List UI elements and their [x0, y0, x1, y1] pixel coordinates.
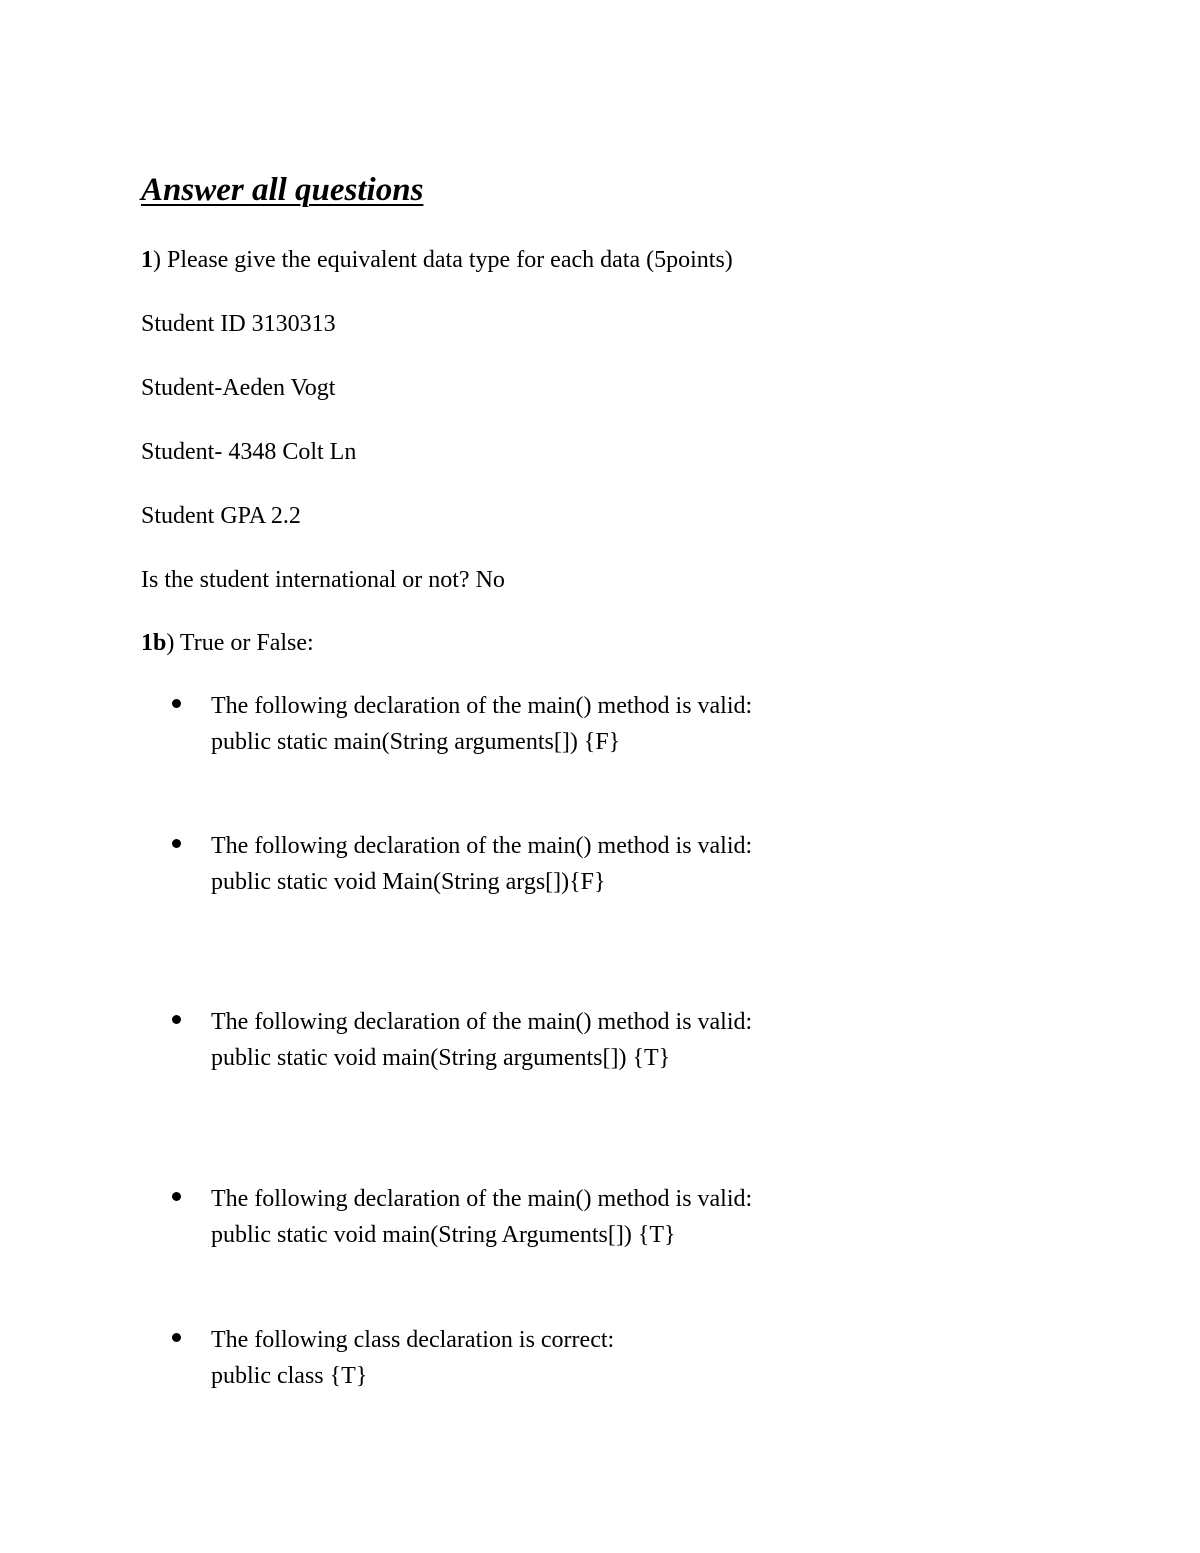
- data-item-student-gpa: Student GPA 2.2: [141, 503, 301, 529]
- statement-line: The following declaration of the main() method is valid:: [211, 1009, 753, 1035]
- statement-code: public static main(String arguments[]) {F}: [211, 729, 621, 755]
- page-title: Answer all questions: [141, 172, 424, 208]
- data-item-student-id: Student ID 3130313: [141, 311, 336, 337]
- bullet-icon: [172, 839, 181, 848]
- question-number: 1b: [141, 630, 167, 656]
- statement-text: [211, 1181, 752, 1253]
- bullet-icon: [172, 1015, 181, 1024]
- bullet-icon: [172, 1192, 181, 1201]
- statement-code: public static void main(String arguments[]) {T}: [211, 1045, 671, 1071]
- statement-code: public static void Main(String args[]){F}: [211, 869, 606, 895]
- statement-text: [211, 828, 752, 900]
- statement-line: The following class declaration is correct:: [211, 1327, 615, 1353]
- data-item-student-name: Student-Aeden Vogt: [141, 375, 336, 401]
- question-number: 1: [141, 247, 153, 273]
- statement-text: [211, 1322, 614, 1394]
- statement-line: The following declaration of the main() method is valid:: [211, 693, 753, 719]
- question-text: ) Please give the equivalent data type for each data (5points): [153, 247, 733, 273]
- statement-code: public class {T}: [211, 1363, 368, 1389]
- question-text: ) True or False:: [166, 630, 314, 656]
- statement-text: [211, 1004, 752, 1076]
- statement-text: [211, 688, 752, 760]
- question-1b: [141, 627, 314, 659]
- statement-code: public static void main(String Arguments[]) {T}: [211, 1222, 676, 1248]
- statement-line: The following declaration of the main() method is valid:: [211, 833, 753, 859]
- bullet-icon: [172, 699, 181, 708]
- question-1: [141, 244, 733, 276]
- data-item-international: Is the student international or not? No: [141, 567, 505, 593]
- data-item-student-address: Student- 4348 Colt Ln: [141, 439, 357, 465]
- statement-line: The following declaration of the main() method is valid:: [211, 1186, 753, 1212]
- bullet-icon: [172, 1333, 181, 1342]
